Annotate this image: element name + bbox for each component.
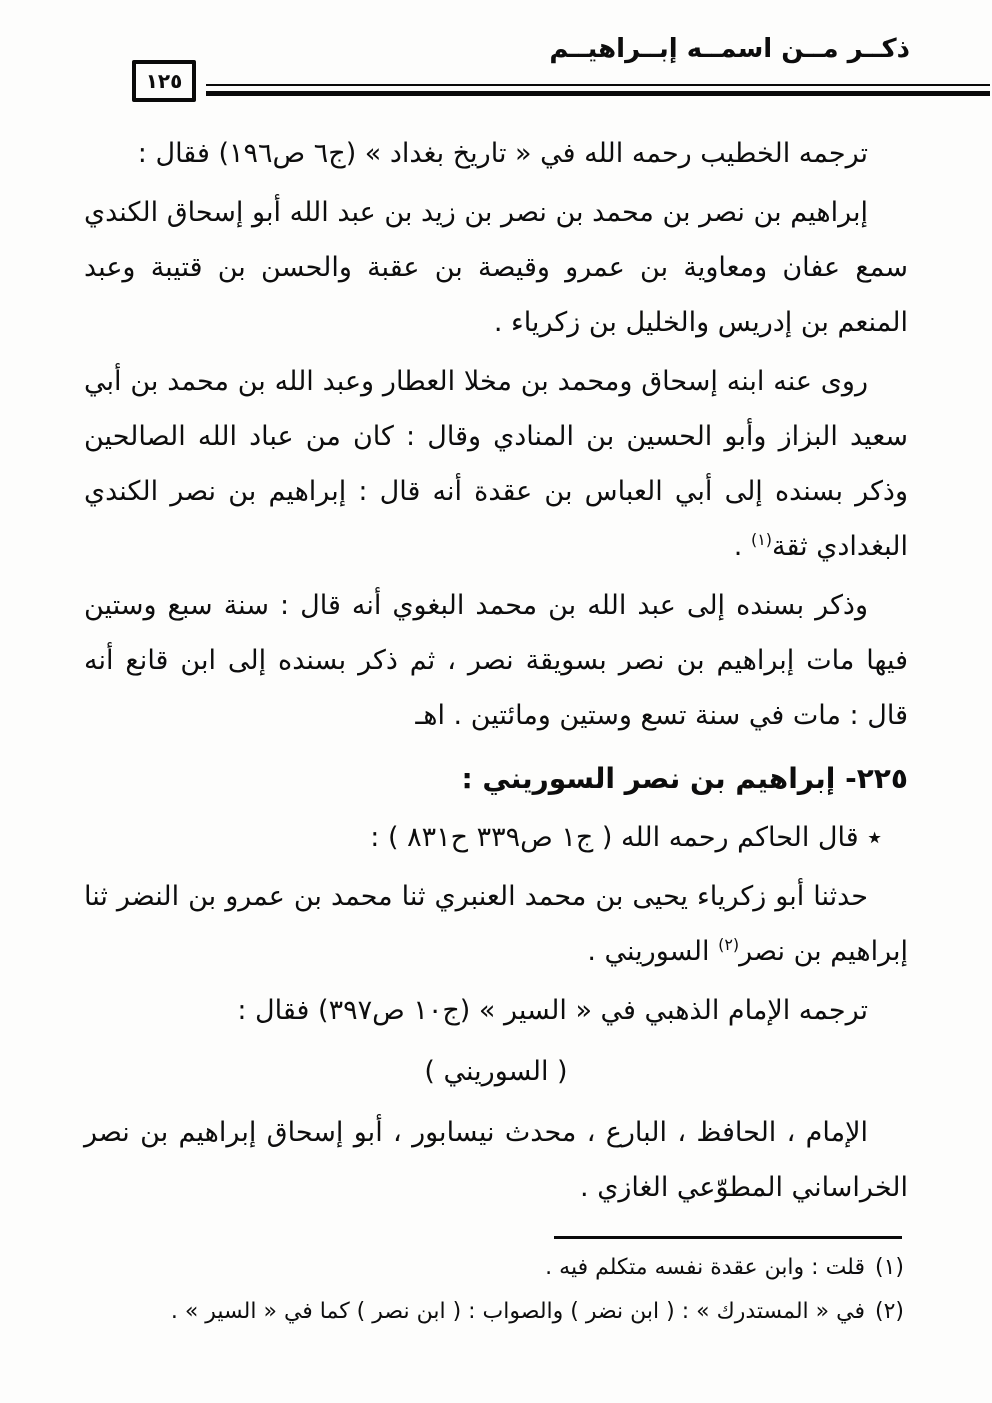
page-number-box	[132, 60, 196, 102]
hakim-text: قال الحاكم رحمه الله ( ج١ ص٣٣٩ ح٨٣١ ) :	[370, 822, 859, 853]
footnote-2-text: في « المستدرك » : ( ابن نضر ) والصواب : ( ابن نصر ) كما في « السير » .	[170, 1299, 865, 1324]
nisba-centered: ( السوريني )	[424, 1056, 568, 1087]
page-number: ١٢٥	[145, 69, 183, 93]
isnad-text-end: السوريني .	[587, 936, 719, 967]
footnote-2	[60, 1290, 904, 1334]
footnotes-section	[60, 1246, 904, 1334]
paragraph-dhahabi-intro: ترجمه الإمام الذهبي في « السير » (ج١٠ ص٣٩٧) فقال :	[237, 995, 868, 1026]
footnote-1-text: قلت : وابن عقدة نفسه متكلم فيه .	[545, 1255, 865, 1280]
footnote-ref-2: (٢)	[718, 935, 740, 954]
asterisk-bullet: ٭	[867, 822, 882, 853]
entry-heading-225: ٢٢٥- إبراهيم بن نصر السوريني :	[461, 762, 908, 795]
narrators-text: روى عنه ابنه إسحاق ومحمد بن مخلا العطار وعبد الله بن محمد بن أبي سعيد البزاز وأبو الحسين بن المنادي وقال : كان من عباد الله الصالحين وذكر بسنده إلى أبي العباس بن عقدة أنه قال : إبراهيم بن نصر الكندي البغدادي ثقة	[84, 366, 908, 562]
footnote-separator	[554, 1236, 902, 1239]
isnad-text: حدثنا أبو زكرياء يحيى بن محمد العنبري ثنا محمد بن عمرو بن النضر ثنا إبراهيم بن نصر	[84, 881, 908, 967]
footnote-1	[60, 1246, 904, 1290]
footnote-1-marker: (١)	[874, 1255, 904, 1280]
footnote-2-marker: (٢)	[874, 1299, 904, 1324]
paragraph-death-date: وذكر بسنده إلى عبد الله بن محمد البغوي أنه قال : سنة سبع وستين فيها مات إبراهيم بن نصر بسويقة نصر ، ثم ذكر بسنده إلى ابن قانع أنه قال : مات في سنة تسع وستين ومائتين . اهـ	[84, 590, 908, 731]
header-rule-thick	[206, 91, 990, 96]
header-rule-thin	[206, 84, 990, 86]
narrators-text-end: .	[733, 531, 751, 562]
paragraph-imam-description: الإمام ، الحافظ ، البارع ، محدث نيسابور ، أبو إسحاق إبراهيم بن نصر الخراساني المطوّعي الغازي .	[84, 1117, 908, 1203]
paragraph-isnad	[84, 869, 908, 979]
paragraph-narrators	[84, 354, 908, 574]
paragraph-khatib-intro: ترجمه الخطيب رحمه الله في « تاريخ بغداد » (ج٦ ص١٩٦) فقال :	[137, 138, 868, 169]
footnote-ref-1: (١)	[750, 530, 773, 549]
paragraph-hakim	[84, 810, 908, 865]
page-body	[84, 126, 908, 1219]
chapter-title: ذكــر مــن اسمــه إبــراهيــم	[549, 34, 910, 64]
paragraph-biography: إبراهيم بن نصر بن محمد بن نصر بن زيد بن عبد الله أبو إسحاق الكندي سمع عفان ومعاوية بن عمرو وقيصة بن عقبة والحسن بن قتيبة وعبد المنعم بن إدريس والخليل بن زكرياء .	[84, 197, 908, 338]
